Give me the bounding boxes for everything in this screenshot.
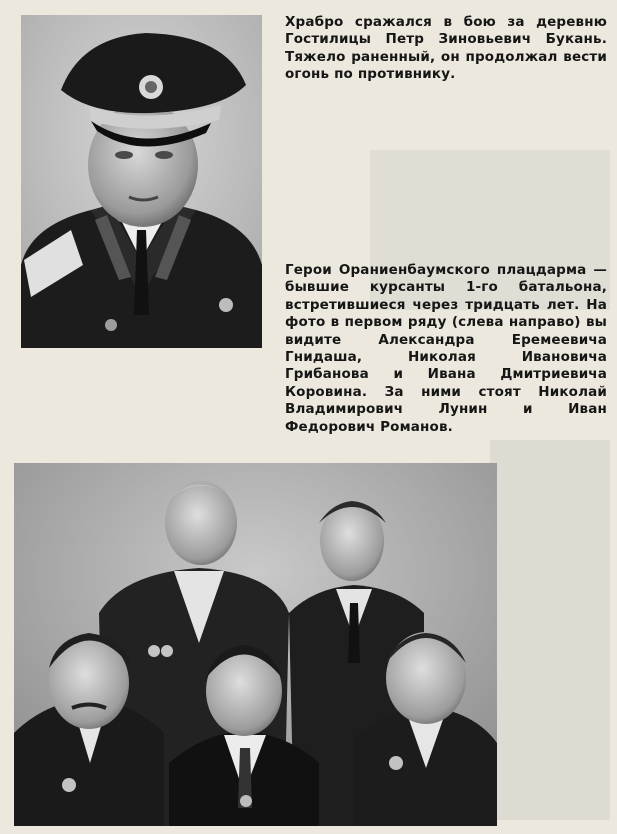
page-background-shade: [490, 440, 610, 820]
group-photo: [14, 463, 497, 826]
photo-caption-bottom: Герои Ораниенбаумского плацдарма — бывшие курсанты 1-го батальона, встретившиеся через тридцать лет. На фото в первом ряду (слева направо) вы видите Александра Еремеевича Гнидаша, Николая Ивановича Грибанова и Ивана Дмитриевича Коровина. За ними стоят Николай Владимирович Лунин и Иван Федорович Романов.: [285, 262, 607, 435]
photo-caption-top: Храбро сражался в бою за деревню Гостилицы Петр Зиновьевич Букань. Тяжело раненный, он продолжал вести огонь по противнику.: [285, 14, 607, 83]
portrait-photo: [21, 15, 262, 348]
